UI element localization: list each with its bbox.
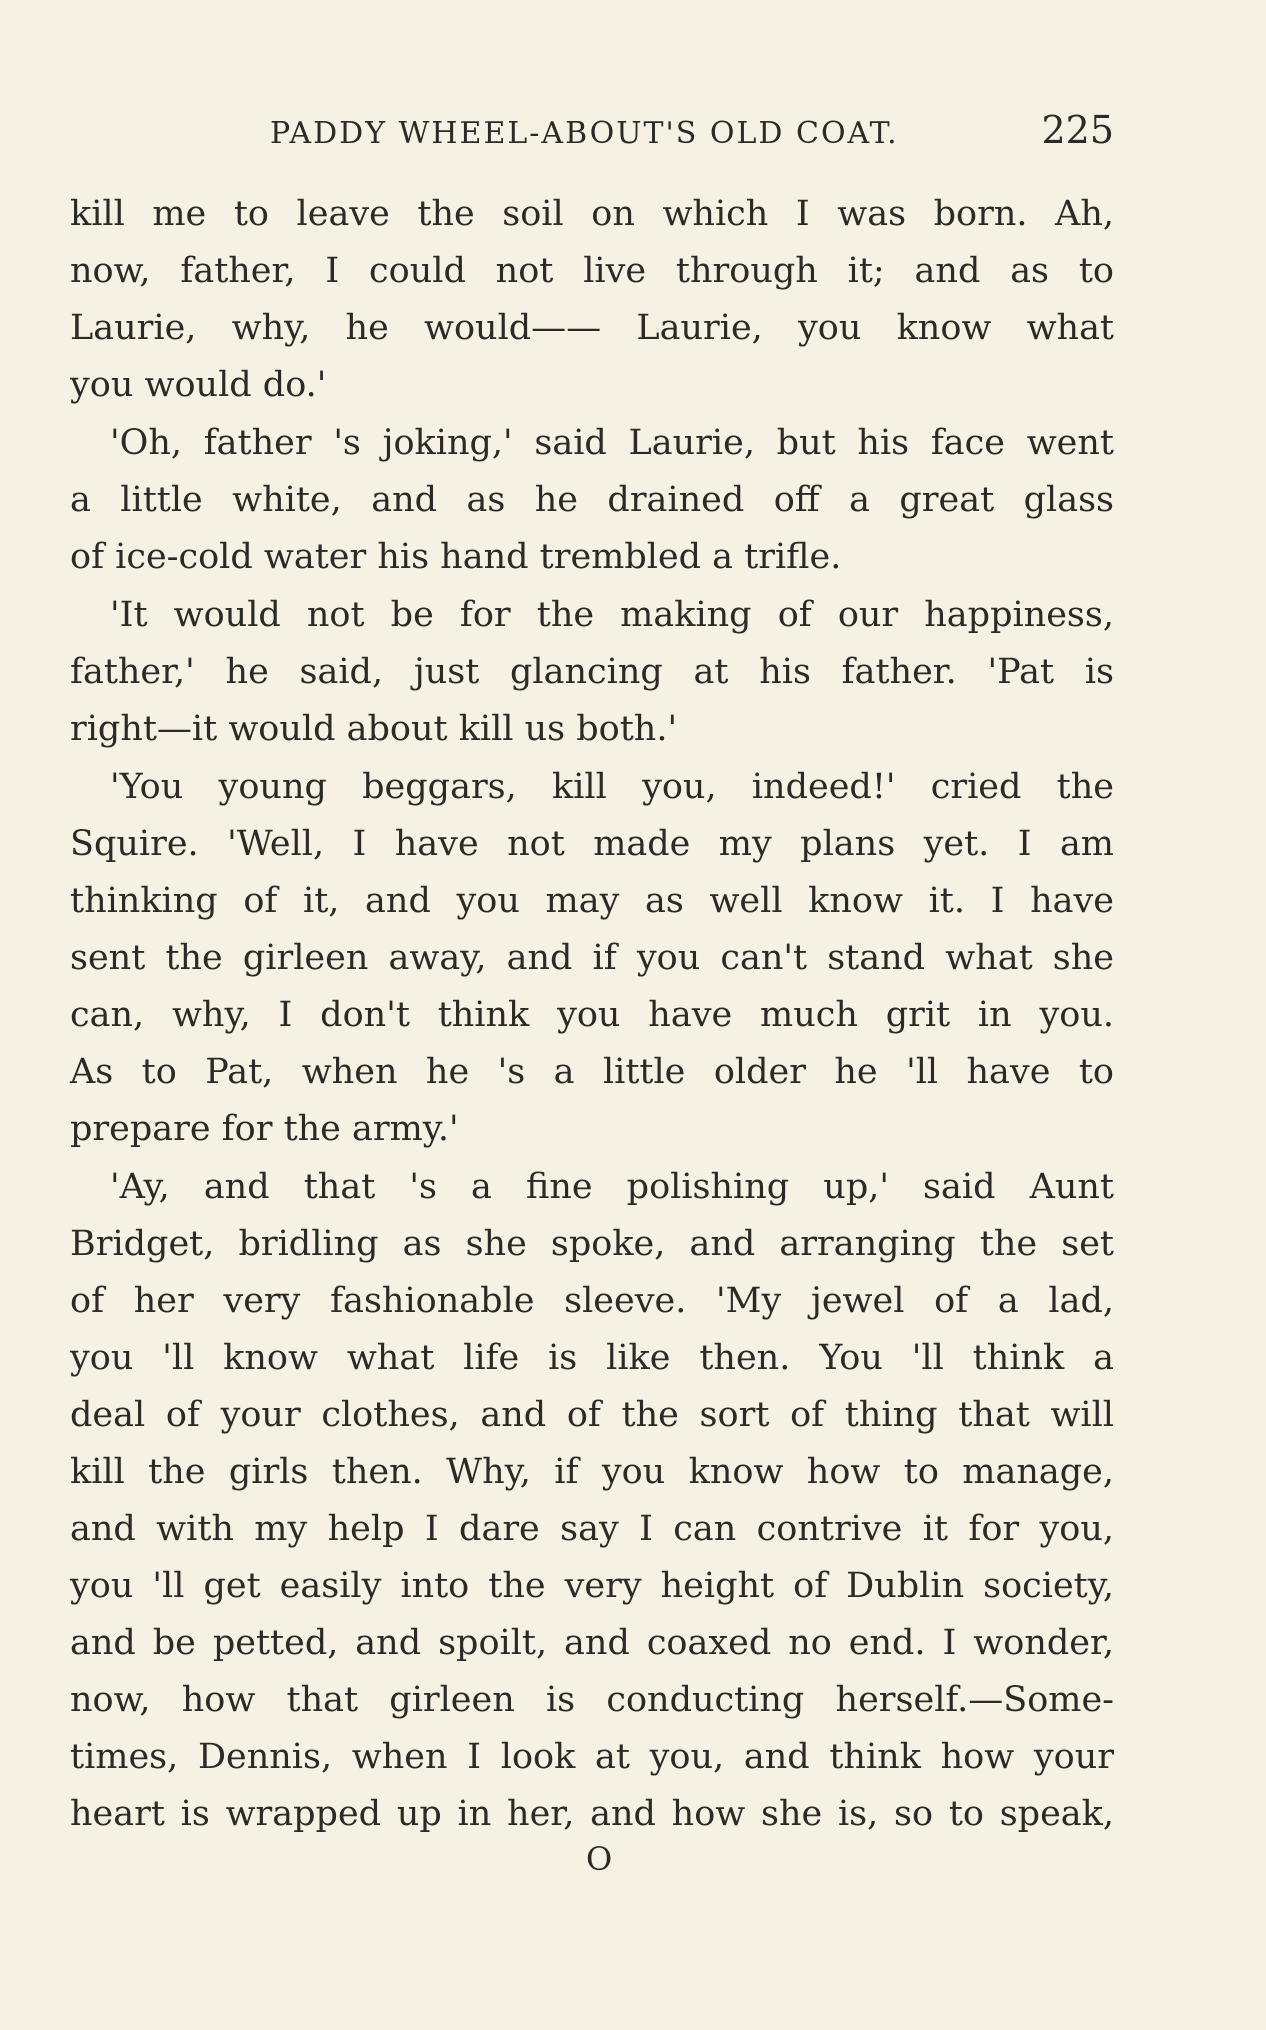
text-line: of ice-cold water his hand trembled a trifle. xyxy=(70,537,842,577)
text-line: Bridget, bridling as she spoke, and arranging the set xyxy=(70,1224,1114,1264)
running-title: PADDY WHEEL-ABOUT'S OLD COAT. xyxy=(270,116,899,151)
text-line: 'Oh, father 's joking,' said Laurie, but his face went xyxy=(110,423,1114,463)
page-number: 225 xyxy=(1041,108,1114,152)
text-line: prepare for the army.' xyxy=(70,1109,459,1149)
text-line: 'Ay, and that 's a fine polishing up,' said Aunt xyxy=(110,1167,1114,1207)
text-line: right—it would about kill us both.' xyxy=(70,709,678,749)
text-line: Laurie, why, he would—— Laurie, you know what xyxy=(70,308,1114,348)
text-line: you would do.' xyxy=(70,365,327,405)
text-line: and be petted, and spoilt, and coaxed no end. I wonder, xyxy=(70,1623,1114,1663)
text-line: heart is wrapped up in her, and how she is, so to speak, xyxy=(70,1794,1114,1834)
text-line: can, why, I don't think you have much grit in you. xyxy=(70,995,1114,1035)
text-line: 'It would not be for the making of our happiness, xyxy=(110,595,1114,635)
text-line: now, father, I could not live through it; and as to xyxy=(70,251,1114,291)
text-line: Squire. 'Well, I have not made my plans yet. I am xyxy=(70,824,1114,864)
text-line: now, how that girleen is conducting herself.—Some- xyxy=(70,1680,1114,1720)
signature-mark: O xyxy=(586,1840,613,1878)
text-line: times, Dennis, when I look at you, and think how your xyxy=(70,1737,1114,1777)
text-line: sent the girleen away, and if you can't stand what she xyxy=(70,938,1114,978)
text-line: you 'll get easily into the very height of Dublin society, xyxy=(70,1566,1114,1606)
text-line: you 'll know what life is like then. You 'll think a xyxy=(70,1338,1114,1378)
text-line: father,' he said, just glancing at his father. 'Pat is xyxy=(70,652,1114,692)
running-head xyxy=(70,108,1114,152)
text-line: deal of your clothes, and of the sort of thing that will xyxy=(70,1395,1114,1435)
text-line: As to Pat, when he 's a little older he 'll have to xyxy=(70,1052,1114,1092)
text-line: and with my help I dare say I can contrive it for you, xyxy=(70,1509,1114,1549)
text-line: kill me to leave the soil on which I was born. Ah, xyxy=(70,194,1114,234)
text-line: a little white, and as he drained off a great glass xyxy=(70,480,1114,520)
text-line: kill the girls then. Why, if you know how to manage, xyxy=(70,1452,1114,1492)
text-line: 'You young beggars, kill you, indeed!' cried the xyxy=(110,767,1114,807)
text-line: of her very fashionable sleeve. 'My jewel of a lad, xyxy=(70,1281,1114,1321)
text-line: thinking of it, and you may as well know it. I have xyxy=(70,881,1114,921)
